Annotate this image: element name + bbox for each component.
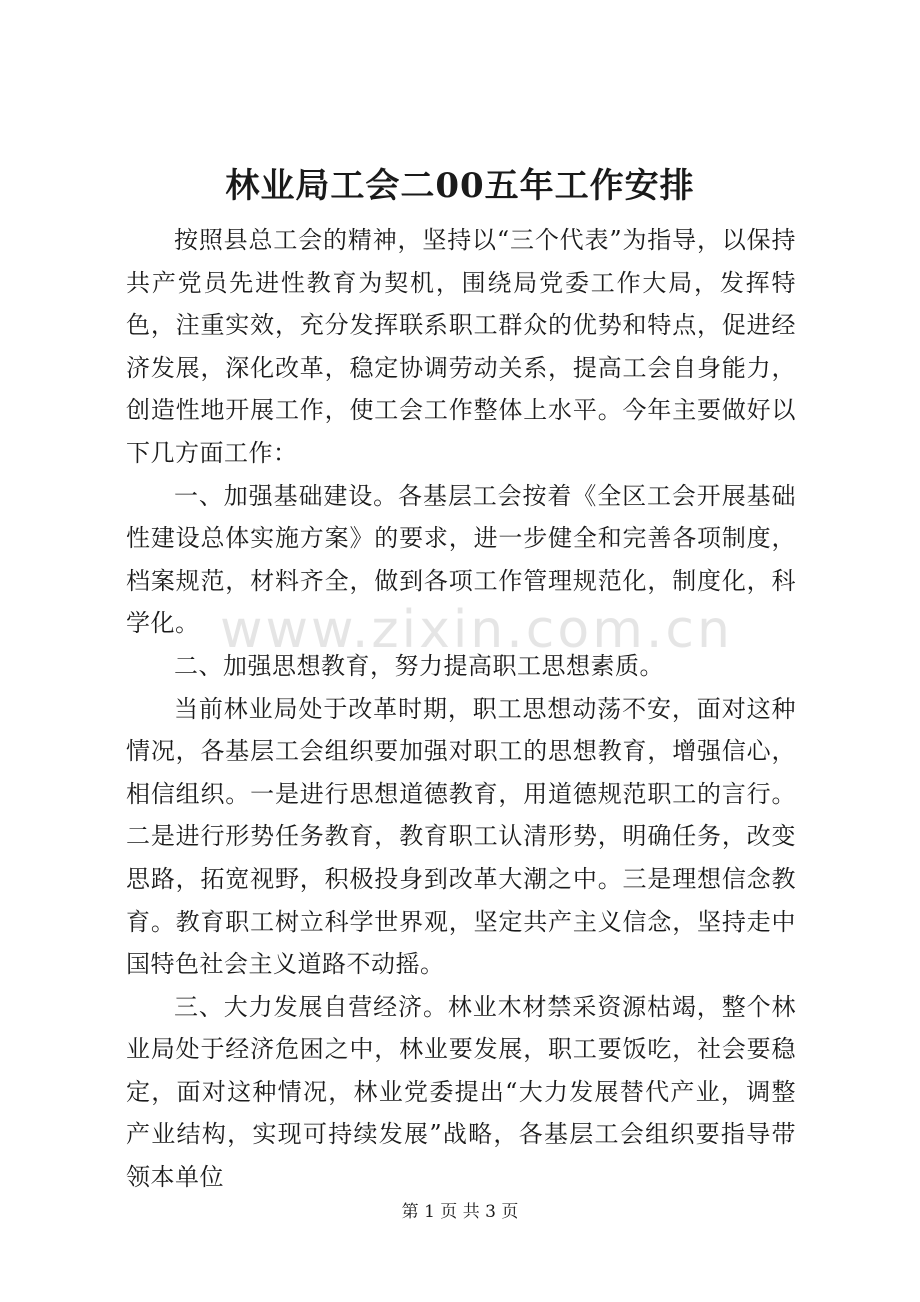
- document-title: 林业局工会二00五年工作安排: [225, 166, 695, 206]
- page-footer: 第 1 页 共 3 页: [401, 1202, 519, 1222]
- paragraph-intro: 按照县总工会的精神，坚持以“三个代表”为指导，以保持共产党员先进性教育为契机，围绕局党委工作大局，发挥特色，注重实效，充分发挥联系职工群众的优势和特点，促进经济发展，深化改革，稳定协调劳动关系，提高工会自身能力，创造性地开展工作，使工会工作整体上水平。今年主要做好以下几方面工作：: [126, 226, 796, 467]
- paragraph-section-3: 三、大力发展自营经济。林业木材禁采资源枯竭，整个林业局处于经济危困之中，林业要发展，职工要饭吃，社会要稳定，面对这种情况，林业党委提出“大力发展替代产业，调整产业结构，实现可持续发展”战略，各基层工会组织要指导带领本单位: [126, 992, 796, 1192]
- paragraph-section-1: 一、加强基础建设。各基层工会按着《全区工会开展基础性建设总体实施方案》的要求，进一步健全和完善各项制度，档案规范，材料齐全，做到各项工作管理规范化，制度化，科学化。: [126, 481, 796, 638]
- paragraph-section-2-body: 当前林业局处于改革时期，职工思想动荡不安，面对这种情况，各基层工会组织要加强对职工的思想教育，增强信心，相信组织。一是进行思想道德教育，用道德规范职工的言行。二是进行形势任务教育，教育职工认清形势，明确任务，改变思路，拓宽视野，积极投身到改革大潮之中。三是理想信念教育。教育职工树立科学世界观，坚定共产主义信念，坚持走中国特色社会主义道路不动摇。: [126, 694, 796, 979]
- watermark: www.zixin.com.cn: [220, 600, 733, 660]
- paragraph-section-2-heading: 二、加强思想教育，努力提高职工思想素质。: [174, 651, 664, 680]
- document-body: [126, 219, 796, 1199]
